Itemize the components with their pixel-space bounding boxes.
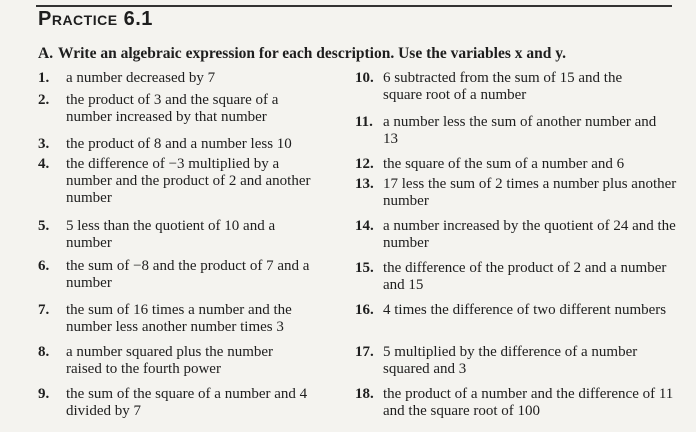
list-item: 3. the product of 8 and a number less 10 xyxy=(38,136,292,152)
section-a-instruction xyxy=(38,45,678,63)
list-item: 13. 17 less the sum of 2 times a number plus another number xyxy=(355,176,677,209)
top-rule xyxy=(36,5,672,7)
list-item: 5. 5 less than the quotient of 10 and a number xyxy=(38,218,276,251)
list-item: 11. a number less the sum of another number and 13 xyxy=(355,114,657,147)
instruction-text: Write an algebraic expression for each description. Use the variables x and y. xyxy=(58,45,567,62)
page-title: Practice 6.1 xyxy=(38,8,153,30)
list-item: 17. 5 multiplied by the difference of a number squared and 3 xyxy=(355,344,638,377)
list-item: 15. the difference of the product of 2 and a number and 15 xyxy=(355,260,667,293)
list-item: 8. a number squared plus the number raised to the fourth power xyxy=(38,344,274,377)
right-column xyxy=(355,70,677,426)
list-item: 7. the sum of 16 times a number and the number less another number times 3 xyxy=(38,302,292,335)
list-item: 6. the sum of −8 and the product of 7 and a number xyxy=(38,258,310,291)
left-column xyxy=(38,70,338,426)
list-item: 1. a number decreased by 7 xyxy=(38,70,216,86)
list-item: 4. the difference of −3 multiplied by a number and the product of 2 and another number xyxy=(38,156,311,206)
list-item: 12. the square of the sum of a number and 6 xyxy=(355,156,625,172)
list-item: 16. 4 times the difference of two different numbers xyxy=(355,302,667,318)
list-item: 14. a number increased by the quotient of 24 and the number xyxy=(355,218,676,251)
list-item: 2. the product of 3 and the square of a number increased by that number xyxy=(38,92,279,125)
list-item: 10. 6 subtracted from the sum of 15 and the square root of a number xyxy=(355,70,623,103)
list-item: 18. the product of a number and the difference of 11 and the square root of 100 xyxy=(355,386,674,419)
list-item: 9. the sum of the square of a number and 4 divided by 7 xyxy=(38,386,308,419)
section-letter: A. xyxy=(38,45,54,62)
